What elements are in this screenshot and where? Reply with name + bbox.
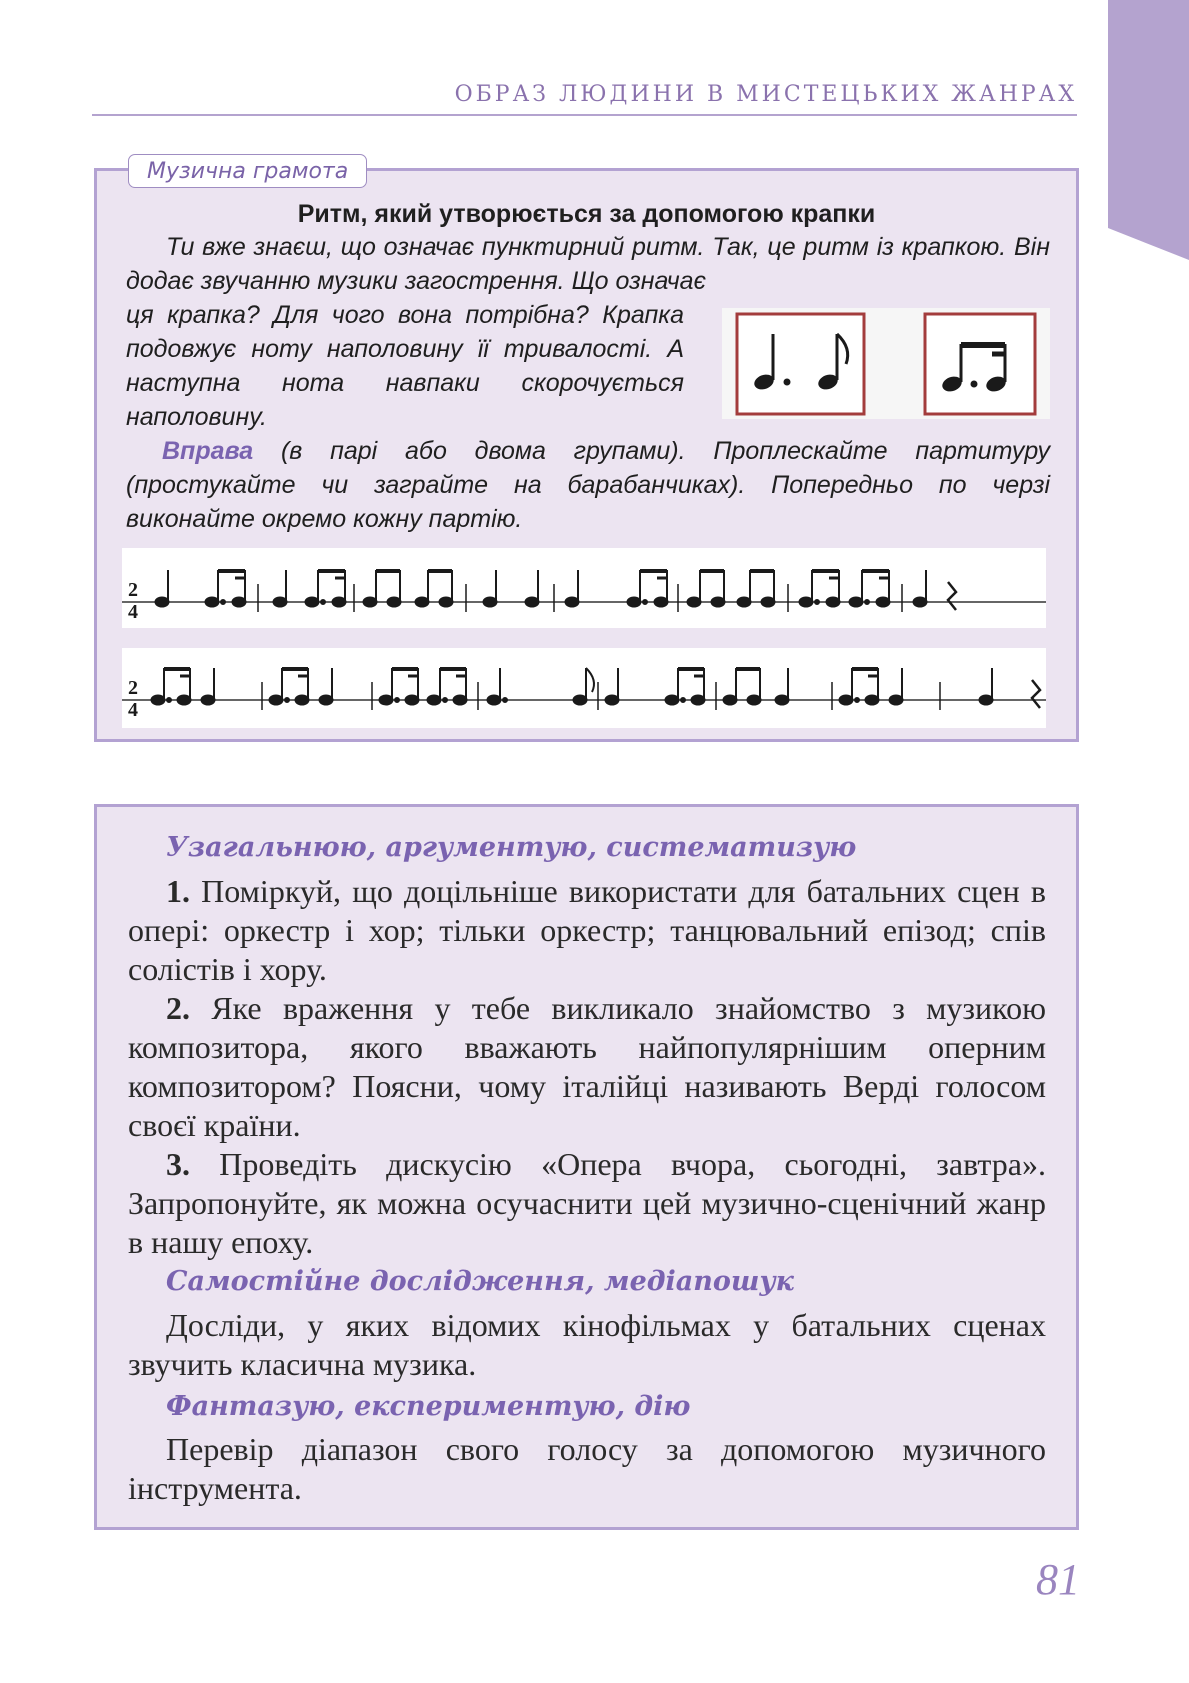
exercise-text: (в парі або двома групами). Проплескайте партитуру (простукайте чи заграйте на барабанчиках). Попередньо по черзі виконайте окремо кожну партію. bbox=[126, 437, 1050, 533]
exercise-paragraph bbox=[126, 434, 1050, 536]
running-head: ОБРАЗ ЛЮДИНИ В МИСТЕЦЬКИХ ЖАНРАХ bbox=[454, 82, 1077, 107]
heading-research: Самостійне дослідження, медіапошук bbox=[166, 1266, 794, 1297]
dotted-rhythm-figure bbox=[722, 308, 1050, 419]
rhythm-score-line-2 bbox=[122, 648, 1046, 728]
time-signature-top: 2 bbox=[128, 677, 138, 699]
question-1-text: Поміркуй, що доцільніше використати для батальних сцен в опері: оркестр і хор; тільки оркестр; танцювальний епізод; спів солістів і хору. bbox=[128, 873, 1046, 987]
heading-fantasy: Фантазую, експериментую, дію bbox=[166, 1391, 691, 1422]
page-number: 81 bbox=[1036, 1555, 1080, 1604]
time-signature-top: 2 bbox=[128, 579, 138, 601]
heading-generalize: Узагальнюю, аргументую, систематизую bbox=[166, 832, 857, 863]
question-2-text: Яке враження у тебе викликало знайомство з музикою композитора, якого вважають найпопулярнішим оперним композитором? Поясни, чому італійці називають Верді голосом своєї країни. bbox=[128, 990, 1046, 1143]
question-1-number: 1. bbox=[166, 873, 190, 909]
question-2 bbox=[128, 989, 1046, 1145]
question-1 bbox=[128, 872, 1046, 989]
exercise-label: Вправа bbox=[162, 437, 254, 465]
header-rule bbox=[92, 114, 1077, 116]
box-label: Музична грамота bbox=[128, 154, 367, 188]
time-signature-bottom: 4 bbox=[128, 601, 138, 623]
fantasy-paragraph: Перевір діапазон свого голосу за допомогою музичного інструмента. bbox=[128, 1431, 1046, 1506]
rhythm-score-line-1 bbox=[122, 548, 1046, 628]
intro-paragraph: Ти вже знаєш, що означає пунктирний ритм. Так, це ритм із крапкою. Він додає звучанню музики загострення. Що означає bbox=[126, 233, 1050, 295]
chapter-tab bbox=[1108, 0, 1189, 260]
dot-explanation-paragraph: ця крапка? Для чого вона потрібна? Крапка подовжує ноту наполовину її тривалості. А наступна нота навпаки скорочується наполовину. bbox=[126, 301, 684, 431]
research-paragraph: Досліди, у яких відомих кінофільмах у батальних сценах звучить класична музика. bbox=[128, 1307, 1046, 1382]
question-3-number: 3. bbox=[166, 1146, 190, 1182]
box-title: Ритм, який утворюється за допомогою крапки bbox=[297, 200, 876, 228]
question-3 bbox=[128, 1145, 1046, 1262]
question-3-text: Проведіть дискусію «Опера вчора, сьогодні, завтра». Запропонуйте, як можна осучаснити цей музично-сценічний жанр в нашу епоху. bbox=[128, 1146, 1046, 1260]
question-2-number: 2. bbox=[166, 990, 190, 1026]
time-signature-bottom: 4 bbox=[128, 699, 138, 721]
